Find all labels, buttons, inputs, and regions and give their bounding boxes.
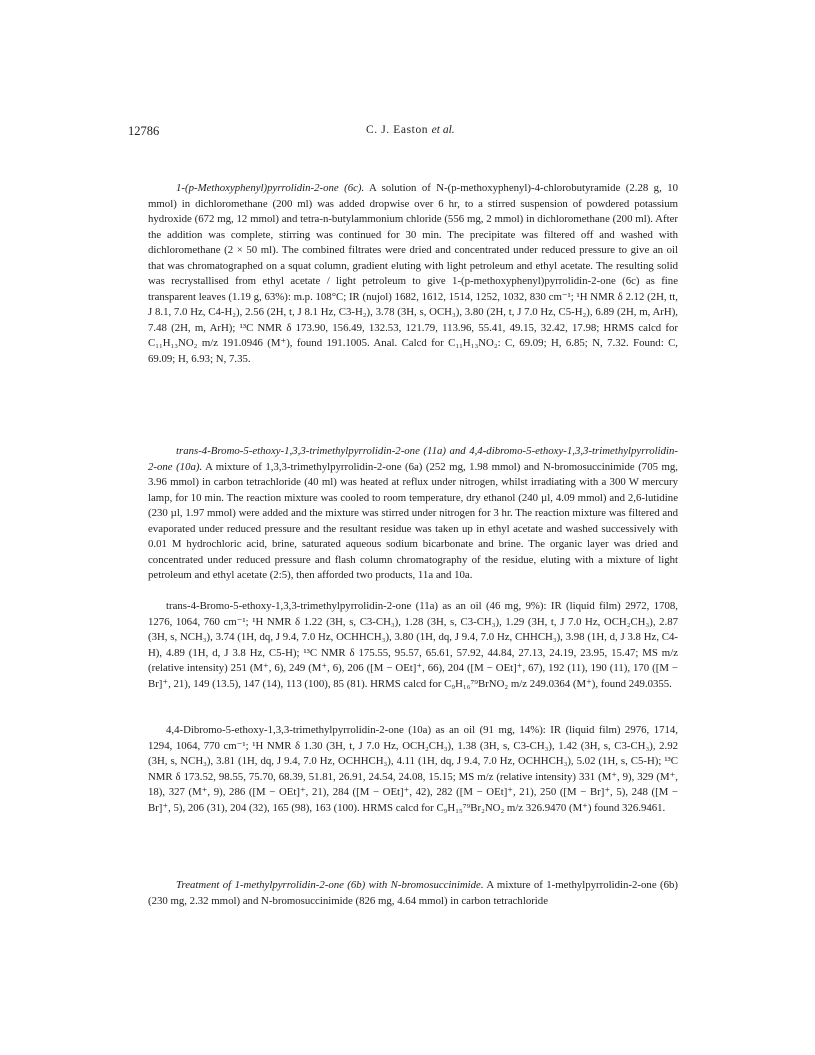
characterization-11a [148, 599, 678, 692]
procedure-11a-10a [148, 444, 678, 584]
procedure-6b-title: Treatment of 1-methylpyrrolidin-2-one (6b) with N-bromosuccinimide. [176, 879, 484, 891]
characterization-11a-body: trans-4-Bromo-5-ethoxy-1,3,3-trimethylpyrrolidin-2-one (11a) as an oil (46 mg, 9%): IR (liquid film) 2972, 1708, 1276, 1064, 760 cm⁻¹; ¹H NMR δ 1.22 (3H, s, C3-CH₃), 1.28 (3H, s, C3-CH₃), 1.29 (3H, t, J 7.0 Hz, OCH₂CH₃), 2.87 (3H, s, NCH₃), 3.74 (1H, dq, J 9.4, 7.0 Hz, OCHHCH₃), 3.80 (1H, dq, J 9.4, 7.0 Hz, CHHCH₃), 3.98 (1H, d, J 3.8 Hz, C4-H), 4.89 (1H, d, J 3.8 Hz, C5-H); ¹³C NMR δ 175.55, 95.57, 65.61, 57.92, 44.84, 27.13, 24.19, 23.95, 15.47; MS m/z (relative intensity) 251 (M⁺, 6), 249 (M⁺, 6), 206 ([M − OEt]⁺, 66), 204 ([M − OEt]⁺, 67), 192 (11), 190 (11), 170 ([M − Br]⁺, 21), 149 (13.5), 147 (14), 113 (100), 85 (81). HRMS calcd for C₉H₁₆⁷⁹BrNO₂ m/z 249.0364 (M⁺), found 249.0355. [148, 600, 678, 690]
procedure-6c-title: 1-(p-Methoxyphenyl)pyrrolidin-2-one (6c). [176, 182, 365, 194]
procedure-6b [148, 878, 678, 909]
characterization-10a-body: 4,4-Dibromo-5-ethoxy-1,3,3-trimethylpyrrolidin-2-one (10a) as an oil (91 mg, 14%): IR (liquid film) 2976, 1714, 1294, 1064, 770 cm⁻¹; ¹H NMR δ 1.30 (3H, t, J 7.0 Hz, OCH₂CH₃), 1.38 (3H, s, C3-CH₃), 1.42 (3H, s, C3-CH₃), 2.92 (3H, s, NCH₃), 3.81 (1H, dq, J 9.4, 7.0 Hz, OCHHCH₃), 4.11 (1H, dq, J 9.4, 7.0 Hz, OCHHCH₃), 5.02 (1H, s, C5-H); ¹³C NMR δ 173.52, 98.55, 75.70, 68.39, 51.81, 26.91, 24.54, 24.08, 15.15; MS m/z (relative intensity) 331 (M⁺, 9), 329 (M⁺, 18), 327 (M⁺, 9), 286 ([M − OEt]⁺, 21), 284 ([M − OEt]⁺, 42), 282 ([M − OEt]⁺, 21), 250 ([M − Br]⁺, 5), 248 ([M − Br]⁺, 5), 206 (31), 204 (32), 165 (98), 163 (100). HRMS calcd for C₉H₁₅⁷⁹Br₂NO₂ m/z 326.9470 (M⁺) found 326.9461. [148, 724, 678, 814]
page-number: 12786 [128, 124, 160, 138]
procedure-11a-10a-title: trans-4-Bromo-5-ethoxy-1,3,3-trimethylpyrrolidin-2-one (11a) and 4,4-dibromo-5-ethoxy-1,3,3-trimethylpyrrolidin-2-one (10a). [148, 445, 678, 473]
procedure-11a-10a-body: A mixture of 1,3,3-trimethylpyrrolidin-2-one (6a) (252 mg, 1.98 mmol) and N-bromosuccinimide (705 mg, 3.96 mmol) in carbon tetrachloride (40 ml) was heated at reflux under nitrogen, whilst irradiating with a 300 W mercury lamp, for 10 min. The reaction mixture was cooled to room temperature, dry ethanol (240 µl, 4.09 mmol) and 2,6-lutidine (230 µl, 1.97 mmol) were added and the mixture was stirred under nitrogen for 3 hr. The reaction mixture was filtered and evaporated under reduced pressure and the resultant residue was taken up in ethyl acetate and washed successively with 0.01 M hydrochloric acid, brine, saturated aqueous sodium bicarbonate and brine. The organic layer was dried and concentrated under reduced pressure and flash column chromatography of the residue, eluting with a mixture of light petroleum and ethyl acetate (2:5), then afforded two products, 11a and 10a. [148, 460, 678, 581]
running-header-author [366, 124, 455, 136]
procedure-6b-body: A mixture of 1-methylpyrrolidin-2-one (6b) (230 mg, 2.32 mmol) and N-bromosuccinimide (826 mg, 4.64 mmol) in carbon tetrachloride [148, 879, 678, 907]
characterization-10a [148, 723, 678, 816]
author-suffix: et al. [431, 124, 455, 136]
procedure-6c [148, 181, 678, 367]
author-name: C. J. Easton [366, 124, 429, 136]
procedure-6c-body: A solution of N-(p-methoxyphenyl)-4-chlorobutyramide (2.28 g, 10 mmol) in dichloromethane (200 ml) was added dropwise over 6 hr, to a stirred suspension of powdered potassium hydroxide (672 mg, 12 mmol) and tetra-n-butylammonium chloride (556 mg, 2 mmol) in dichloromethane (200 ml). After the addition was complete, stirring was continued for 30 min. The precipitate was filtered off and washed with dichloromethane (2 × 50 ml). The combined filtrates were dried and concentrated under reduced pressure to give an oil that was chromatographed on a squat column, gradient eluting with light petroleum and ethyl acetate. The resulting solid was recrystallised from ethyl acetate / light petroleum to give 1-(p-methoxyphenyl)pyrrolidin-2-one (6c) as fine transparent leaves (1.19 g, 63%): m.p. 108°C; IR (nujol) 1682, 1612, 1514, 1252, 1032, 830 cm⁻¹; ¹H NMR δ 2.12 (2H, tt, J 8.1, 7.0 Hz, C4-H₂), 2.56 (2H, t, J 8.1 Hz, C3-H₂), 3.78 (3H, s, OCH₃), 3.80 (2H, t, J 7.0 Hz, C5-H₂), 6.89 (2H, m, ArH), 7.48 (2H, m, ArH); ¹³C NMR δ 173.90, 156.49, 132.53, 121.79, 113.96, 55.41, 49.15, 32.42, 17.98; HRMS calcd for C₁₁H₁₃NO₂ m/z 191.0946 (M⁺), found 191.1005. Anal. Calcd for C₁₁H₁₃NO₂: C, 69.09; H, 6.85; N, 7.32. Found: C, 69.09; H, 6.93; N, 7.35. [148, 182, 678, 365]
